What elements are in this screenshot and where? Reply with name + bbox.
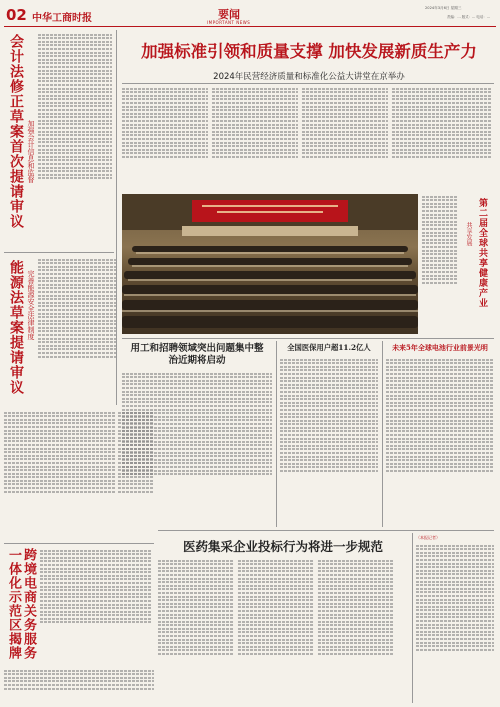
masthead-rule: [4, 26, 496, 27]
article-body: [122, 371, 272, 525]
editor-line: 责编：… 版式：… 电话：…: [447, 15, 490, 19]
column-divider: [412, 533, 413, 703]
divider: [122, 83, 494, 84]
article-body: [386, 357, 494, 525]
article-body: [38, 32, 112, 247]
main-headline: 加强标准引领和质量支撑 加快发展新质生产力: [141, 42, 477, 61]
photo-illustration: [122, 194, 418, 334]
article-title: 未来5年全球电池行业前景光明: [392, 343, 488, 352]
section-english: IMPORTANT NEWS: [207, 20, 251, 25]
column-divider: [116, 30, 117, 405]
divider: [158, 530, 494, 531]
divider: [122, 338, 494, 339]
article-title: 能源法草案提请审议: [8, 260, 24, 395]
bottom-left-article: [4, 668, 154, 704]
photo-side-text: [422, 194, 458, 334]
left-article-2: [4, 255, 116, 540]
article-subtitle: 共享发展: [465, 222, 472, 246]
divider: [4, 543, 154, 544]
article-body-cont: [4, 410, 116, 538]
commentary-box: [416, 533, 494, 703]
article-title: 第二届全球共享健康产业: [477, 198, 487, 308]
main-subheadline: 2024年民营经济质量和标准化公益大讲堂在京举办: [213, 72, 405, 82]
mid-article-2: [280, 341, 378, 527]
main-article-body-col3: [302, 86, 388, 191]
paper-name: 中华工商时报: [32, 13, 92, 24]
mid-article-1: [122, 341, 272, 527]
bottom-article-col2: [238, 558, 314, 704]
article-title: 用工和招聘领域突出问题集中整治近期将启动: [130, 343, 264, 366]
masthead: [0, 0, 500, 26]
mid-article-3: [386, 341, 494, 527]
bottom-article-col3: [318, 558, 394, 704]
column-divider: [382, 341, 383, 527]
article-body: [38, 257, 116, 407]
issue-date: 2024年3月6日 星期三: [425, 6, 462, 10]
article-body: [40, 548, 152, 660]
right-vertical-article: [460, 194, 494, 334]
article-subtitle: 加强会计信息和监督: [27, 120, 35, 183]
left-article-1: [4, 30, 112, 250]
divider: [4, 252, 114, 253]
main-article-body-col2: [212, 86, 298, 191]
article-body: [280, 357, 378, 525]
article-title: 跨境电商关务服务一体化示范区揭牌: [6, 548, 36, 660]
bottom-headline: 医药集采企业投标行为将进一步规范: [182, 539, 383, 554]
article-title: 全国医保用户超11.2亿人: [287, 343, 371, 352]
page-number: 02: [6, 6, 27, 24]
commentary-byline: （本报记者）: [416, 535, 440, 540]
conference-photo: [122, 194, 418, 334]
main-article-body-col1: [122, 86, 208, 191]
main-article-body-col4: [392, 86, 492, 191]
commentary-body: [416, 543, 494, 701]
left-article-3: [4, 546, 154, 666]
section-name: 要闻: [218, 8, 240, 21]
article-title: 会计法修正草案首次提请审议: [8, 34, 24, 229]
column-divider: [276, 341, 277, 527]
bottom-article-col1: [158, 558, 234, 704]
article-subtitle: 完善能源安全法律制度: [27, 270, 35, 340]
